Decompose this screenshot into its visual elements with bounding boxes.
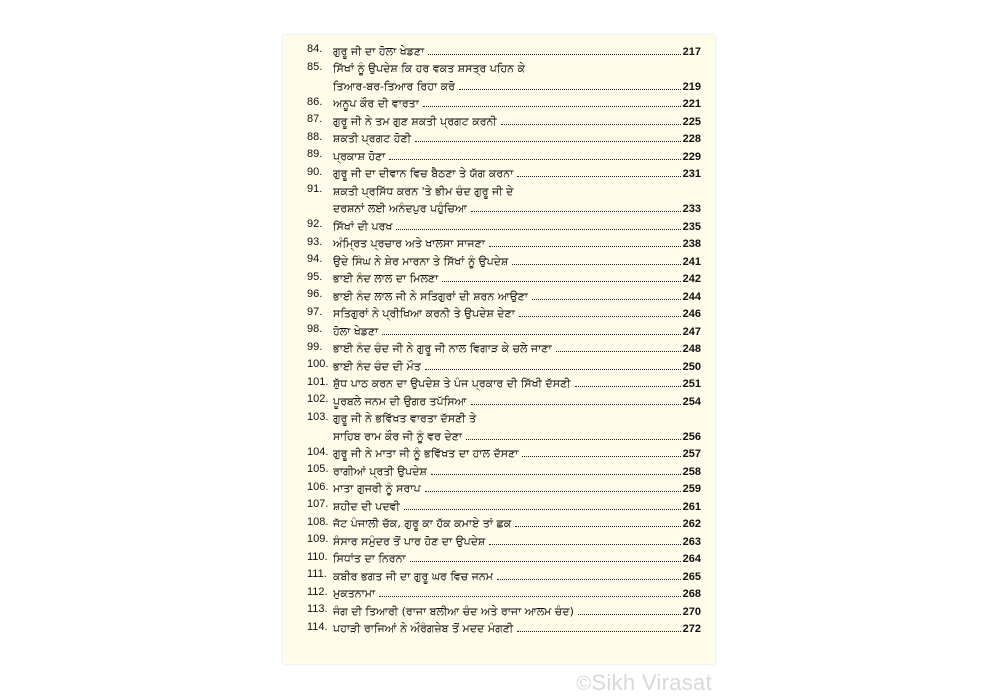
toc-entry [307,531,701,549]
dot-leader [425,369,681,370]
entry-title: ਸਿੱਖਾਂ ਨੂੰ ਉਪਦੇਸ਼ ਕਿ ਹਰ ਵਕਤ ਸ਼ਸਤ੍ਰ ਪਹਿਨ ਕੇ [333,62,526,75]
page-number: 264 [682,553,701,565]
dot-leader [425,491,681,492]
page-number: 228 [682,133,701,145]
entry-title: ਗੁਰੂ ਜੀ ਨੇ ਭਵਿੱਖਤ ਵਾਰਤਾ ਦੱਸਣੀ ਤੇ [333,412,477,425]
entry-number: 92. [307,218,323,230]
dot-leader [556,351,681,352]
dot-leader [512,264,680,265]
entry-title: ਪੂਰਬਲੇ ਜਨਮ ਦੀ ਉਗਰ ਤਪੱਸਿਆ [333,394,467,408]
entry-number: 107. [307,498,329,510]
page-number: 229 [682,150,701,163]
dot-leader [389,159,680,160]
table-of-contents [307,41,701,636]
watermark [576,670,712,696]
page-number: 261 [682,500,701,513]
page-number: 235 [682,220,701,233]
page-number: 250 [682,360,701,373]
entry-title: ਸਿਧਾਂਤ ਦਾ ਨਿਰਨਾ [333,552,406,565]
entry-title: ਮੁਕਤਨਾਮਾ [333,587,376,600]
toc-entry [307,164,701,182]
toc-entry [307,601,701,619]
entry-title: ਜੰਗ ਦੀ ਤਿਆਰੀ (ਰਾਜਾ ਬਲੀਆ ਚੰਦ ਅਤੇ ਰਾਜਾ ਆਲਮ ਚੰਦ) [333,604,574,618]
page-number: 251 [682,378,701,390]
toc-entry [307,566,701,584]
toc-entry [307,59,701,94]
page-number: 263 [682,535,701,548]
entry-number: 113. [307,603,328,615]
entry-title: ਭਾਈ ਨੰਦ ਚੰਦ ਦੀ ਮੌਤ [333,359,421,373]
entry-number: 105. [307,463,329,475]
toc-entry [307,251,701,269]
toc-entry [307,94,701,112]
page-number: 272 [682,623,701,635]
dot-leader [471,211,681,212]
entry-title: ਗੁਰੂ ਜੀ ਨੇ ਮਾਤਾ ਜੀ ਨੂੰ ਭਵਿੱਖਤ ਦਾ ਹਾਲ ਦੱਸਣਾ [333,447,519,460]
dot-leader [522,456,680,457]
entry-number: 108. [307,515,329,528]
entry-number: 109. [307,533,329,545]
toc-entry [307,269,701,287]
entry-number: 96. [307,288,323,300]
watermark-text: Sikh Virasat [591,670,712,695]
dot-leader [431,474,681,475]
entry-title: ਸਾਹਿਬ ਰਾਮ ਕੌਰ ਜੀ ਨੂੰ ਵਰ ਦੇਣਾ [333,429,463,443]
dot-leader [471,404,681,405]
entry-title: ਪ੍ਰਕਾਸ਼ ਹੋਣਾ [333,149,386,163]
dot-leader [489,544,680,545]
page-number: 231 [682,168,701,180]
page-number: 258 [682,465,701,478]
toc-entry [307,496,701,514]
entry-number: 89. [307,148,323,160]
toc-entry [307,181,701,216]
entry-number: 84. [307,43,323,55]
page-number: 225 [682,115,701,128]
entry-number: 86. [307,95,323,108]
entry-title: ਸ਼ਕਤੀ ਪ੍ਰਗਟ ਹੋਣੀ [333,132,412,145]
toc-entry [307,479,701,497]
toc-entry [307,321,701,339]
dot-leader [466,439,681,440]
entry-title: ਸਿੱਖਾਂ ਦੀ ਪਰਖ [333,219,393,233]
toc-entry [307,391,701,409]
entry-title: ਸ਼ੁੱਧ ਪਾਠ ਕਰਨ ਦਾ ਉਪਦੇਸ਼ ਤੇ ਪੰਜ ਪ੍ਰਕਾਰ ਦੀ ਸਿੱਖੀ ਦੱਸਣੀ [333,377,571,390]
entry-title: ਉਦੇ ਸਿੰਘ ਨੇ ਸ਼ੇਰ ਮਾਰਨਾ ਤੇ ਸਿੱਖਾਂ ਨੂੰ ਉਪਦੇਸ਼ [333,254,509,268]
copyright-icon: © [576,673,592,695]
toc-entry [307,41,701,59]
dot-leader [519,316,681,317]
entry-title: ਸਤਿਗੁਰਾਂ ਨੇ ਪ੍ਰੀਖਿਆ ਕਰਨੀ ਤੇ ਉਪਦੇਸ਼ ਦੇਣਾ [333,307,515,320]
page-number: 262 [682,518,701,530]
entry-number: 102. [307,393,329,405]
page-number: 256 [682,430,701,443]
dot-leader [517,631,680,632]
entry-title: ਦਰਸ਼ਨਾਂ ਲਈ ਅਨੰਦਪੁਰ ਪਹੁੰਚਿਆ [333,202,467,215]
toc-entry [307,146,701,164]
entry-number: 97. [307,305,323,318]
entry-number: 90. [307,165,323,178]
toc-entry [307,339,701,357]
entry-title: ਪਹਾੜੀ ਰਾਜਿਆਂ ਨੇ ਔਰੰਗਜ਼ੇਬ ਤੋਂ ਮਦਦ ਮੰਗਣੀ [333,622,514,635]
toc-entry [307,584,701,602]
dot-leader [396,229,680,230]
entry-number: 94. [307,253,323,265]
entry-title: ਭਾਈ ਨੰਦ ਲਾਲ ਜੀ ਨੇ ਸਤਿਗੁਰਾਂ ਦੀ ਸ਼ਰਨ ਆਉਣਾ [333,289,528,303]
toc-entry [307,514,701,532]
entry-number: 99. [307,340,323,353]
page-number: 244 [682,290,701,303]
dot-leader [442,281,680,282]
dot-leader [382,334,680,335]
entry-number: 88. [307,130,323,143]
toc-entry [307,444,701,462]
entry-title: ਤਿਆਰ-ਬਰ-ਤਿਆਰ ਰਿਹਾ ਕਰੋ [333,79,455,93]
dot-leader [578,614,681,615]
page-number: 221 [682,98,701,110]
entry-title: ਅੰਮ੍ਰਿਤ ਪ੍ਰਚਾਰ ਅਤੇ ਖਾਲਸਾ ਸਾਜਣਾ [333,237,485,250]
toc-entry [307,409,701,444]
entry-title: ਜੱਟ ਪੰਜਾਲੀ ਚੱਕ, ਗੁਰੂ ਕਾ ਹੱਕ ਕਮਾਏ ਤਾਂ ਛਕ [333,517,512,530]
entry-number: 114. [307,620,328,633]
page-number: 247 [682,325,701,338]
page-number: 242 [682,273,701,285]
entry-number: 93. [307,235,323,248]
dot-leader [459,89,681,90]
dot-leader [532,299,681,300]
page-number: 233 [682,203,701,215]
page-number: 270 [682,605,701,618]
entry-title: ਹੋਲਾ ਖੇਡਣਾ [333,324,379,338]
entry-title: ਸੰਸਾਰ ਸਮੁੰਦਰ ਤੋਂ ਪਾਰ ਹੋਣ ਦਾ ਉਪਦੇਸ਼ [333,534,486,548]
entry-number: 98. [307,323,323,335]
entry-title: ਕਬੀਰ ਭਗਤ ਜੀ ਦਾ ਗੁਰੂ ਘਰ ਵਿਚ ਜਨਮ [333,569,493,583]
entry-number: 91. [307,183,323,195]
page-number: 254 [682,395,701,408]
page-number: 217 [682,45,701,58]
dot-leader [428,54,680,55]
entry-number: 112. [307,585,328,598]
dot-leader [489,246,681,247]
entry-title: ਮਾਤਾ ਗੁਜਰੀ ਨੂੰ ਸਰਾਪ [333,482,421,495]
toc-entry [307,461,701,479]
toc-entry [307,111,701,129]
entry-title: ਗੁਰੂ ਜੀ ਨੇ ਤਮ ਗੁਣ ਸ਼ਕਤੀ ਪ੍ਰਗਟ ਕਰਨੀ [333,114,497,128]
entry-number: 103. [307,410,329,423]
entry-title: ਭਾਈ ਨੰਦ ਲਾਲ ਦਾ ਮਿਲਣਾ [333,272,439,285]
toc-entry [307,374,701,392]
toc-entry [307,619,701,637]
page-number: 265 [682,570,701,583]
entry-title: ਭਾਈ ਨੰਦ ਚੰਦ ਜੀ ਨੇ ਗੁਰੂ ਜੀ ਨਾਲ ਵਿਗਾੜ ਕੇ ਚਲੇ ਜਾਣਾ [333,342,552,355]
entry-title: ਸ਼ਹੀਦ ਦੀ ਪਦਵੀ [333,499,400,513]
dot-leader [415,141,681,142]
dot-leader [517,176,680,177]
entry-title: ਅਨੂਪ ਕੌਰ ਦੀ ਵਾਰਤਾ [333,97,419,110]
entry-number: 85. [307,60,323,73]
entry-title: ਰਾਗੀਆਂ ਪ੍ਰਤੀ ਉਪਦੇਸ਼ [333,464,427,478]
toc-entry [307,234,701,252]
dot-leader [404,509,681,510]
entry-number: 110. [307,550,328,563]
dot-leader [423,106,681,107]
dot-leader [379,596,680,597]
entry-number: 111. [307,568,327,580]
entry-number: 101. [307,375,329,388]
page-number: 257 [682,448,701,460]
toc-entry [307,549,701,567]
entry-number: 87. [307,113,323,125]
page-number: 248 [682,343,701,355]
toc-entry [307,129,701,147]
toc-entry [307,356,701,374]
dot-leader [497,579,681,580]
page-number: 246 [682,308,701,320]
dot-leader [410,561,681,562]
toc-entry [307,216,701,234]
book-page [283,35,715,664]
page-number: 241 [682,255,701,268]
dot-leader [515,526,680,527]
entry-number: 104. [307,445,329,458]
entry-number: 106. [307,480,329,493]
toc-entry [307,304,701,322]
toc-entry [307,286,701,304]
entry-title: ਸ਼ਕਤੀ ਪ੍ਰਸਿੱਧ ਕਰਨ 'ਤੇ ਭੀਮ ਚੰਦ ਗੁਰੂ ਜੀ ਦੇ [333,184,514,198]
entry-number: 95. [307,270,323,283]
page-number: 268 [682,588,701,600]
page-number: 219 [682,80,701,93]
entry-number: 100. [307,358,329,370]
dot-leader [501,124,681,125]
page-number: 238 [682,238,701,250]
page-number: 259 [682,483,701,495]
entry-title: ਗੁਰੂ ਜੀ ਦਾ ਦੀਵਾਨ ਵਿਚ ਬੈਠਣਾ ਤੇ ਯੱਗ ਕਰਨਾ [333,167,514,180]
entry-title: ਗੁਰੂ ਜੀ ਦਾ ਹੋਲਾ ਖੇਡਣਾ [333,44,425,58]
dot-leader [575,386,681,387]
